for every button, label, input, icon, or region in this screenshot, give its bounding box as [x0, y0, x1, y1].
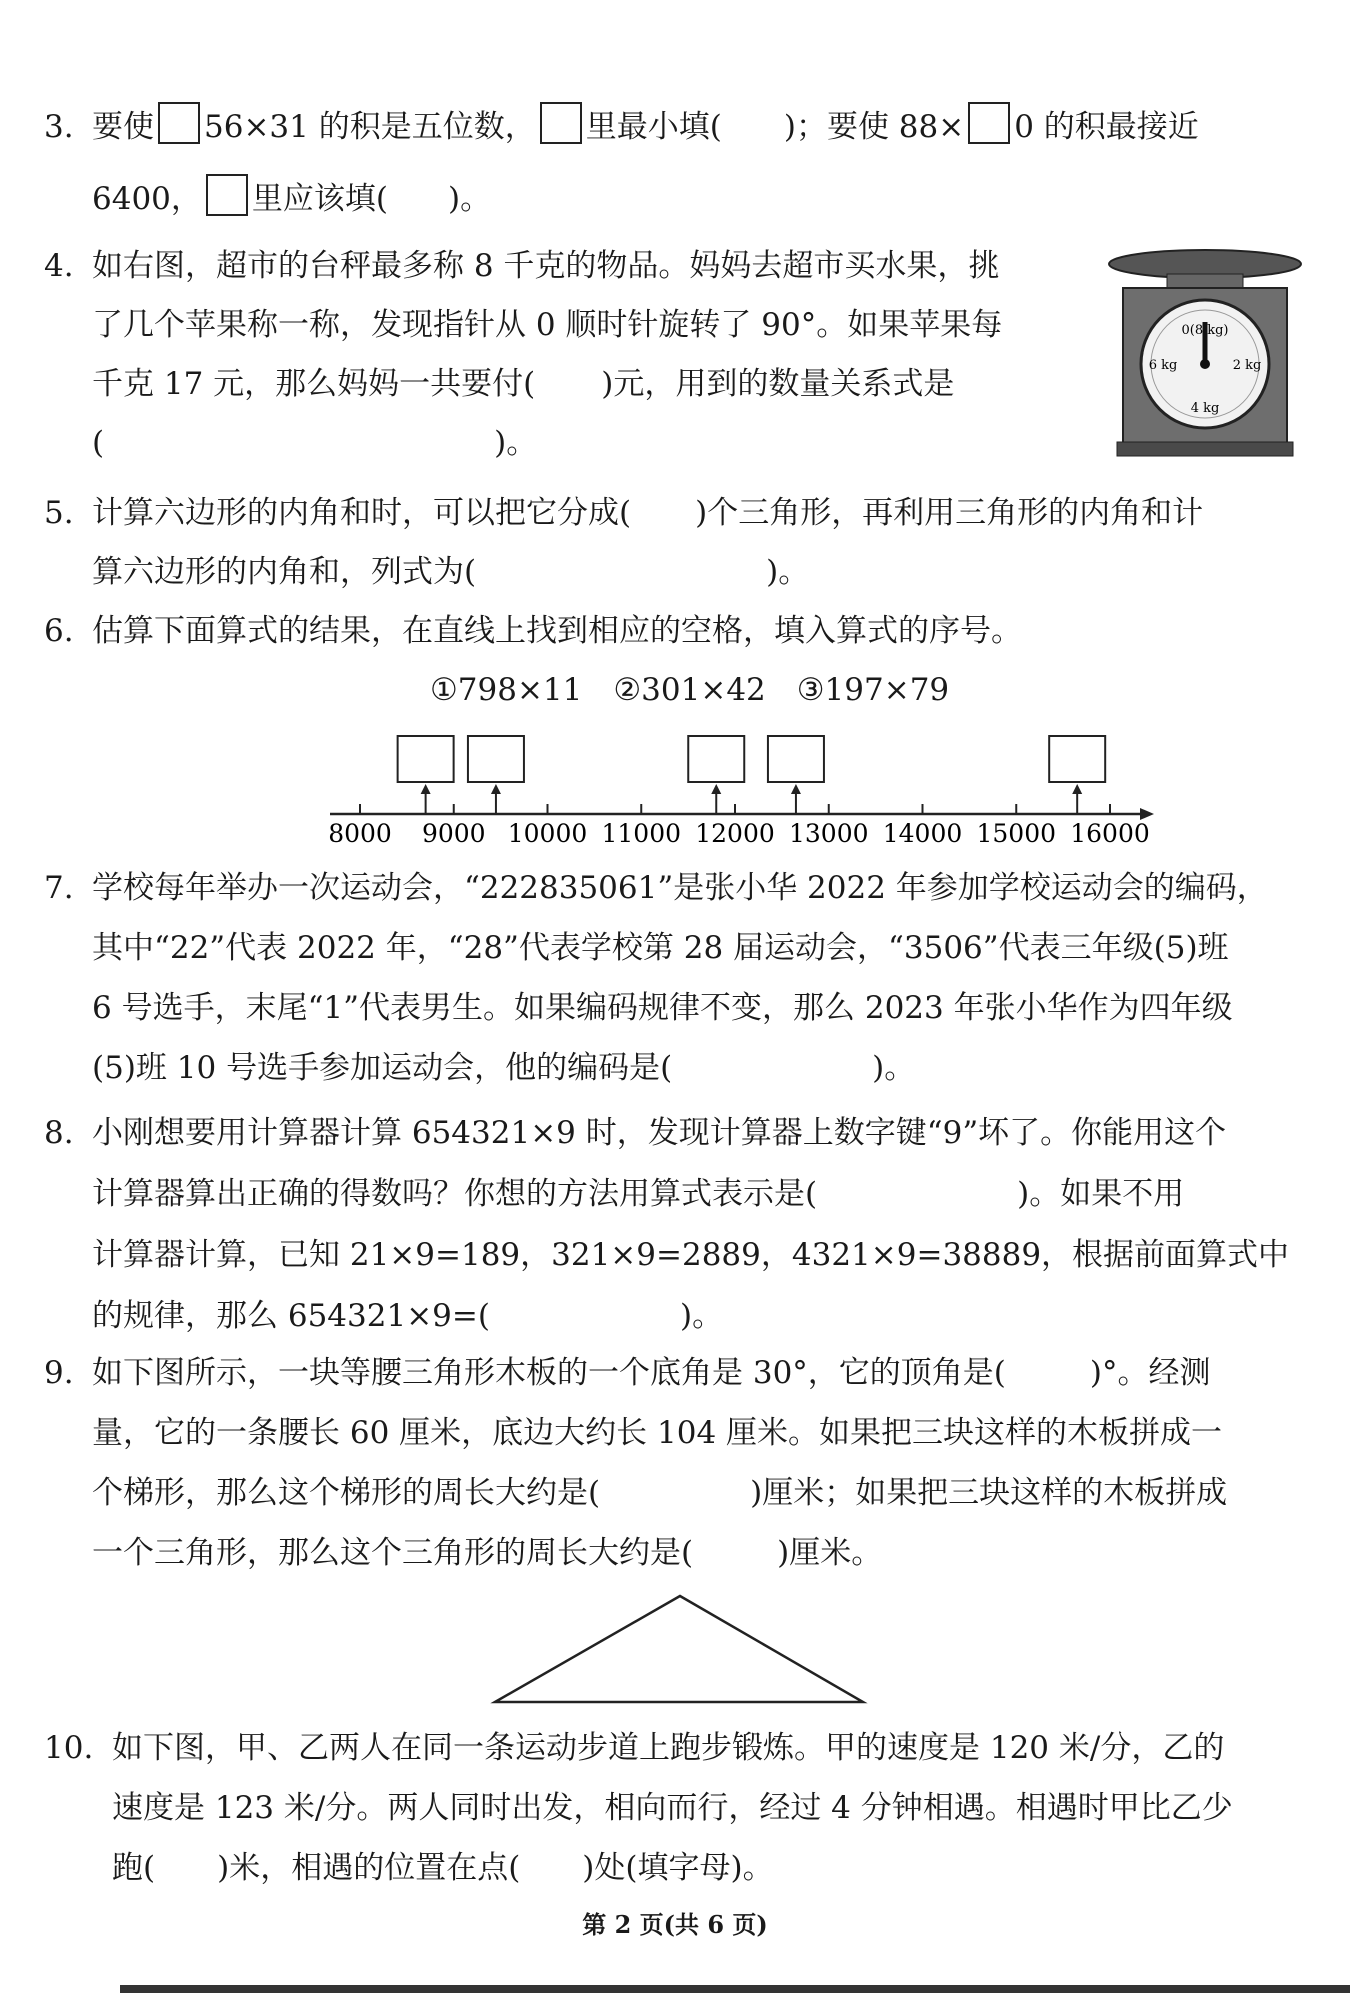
question-number: 6.	[44, 613, 74, 649]
number-line-answer-box[interactable]	[398, 736, 454, 782]
number-line-tick-label: 13000	[788, 819, 869, 848]
number-line-tick-label: 11000	[601, 819, 682, 848]
question-number: 7.	[44, 870, 74, 906]
question-number: 10.	[44, 1730, 94, 1766]
dial-label-left: 6 kg	[1148, 358, 1178, 373]
number-line-pointer-arrowhead	[421, 784, 431, 794]
answer-box[interactable]	[158, 102, 200, 144]
isosceles-triangle-diagram	[490, 1590, 870, 1710]
number-line-tick-label: 16000	[1070, 819, 1150, 848]
answer-box[interactable]	[540, 102, 582, 144]
scale-illustration	[1105, 242, 1305, 462]
question-number: 4.	[44, 248, 74, 284]
number-line-tick-label: 12000	[695, 819, 775, 848]
number-line-answer-box[interactable]	[468, 736, 524, 782]
dial-label-top: 0(8 kg)	[1181, 323, 1229, 338]
answer-box[interactable]	[206, 174, 248, 216]
question-number: 3.	[44, 109, 74, 145]
number-line-tick-label: 8000	[328, 819, 392, 848]
number-line	[320, 722, 1160, 852]
number-line-pointer-arrowhead	[791, 784, 801, 794]
number-line-answer-box[interactable]	[768, 736, 824, 782]
question-number: 9.	[44, 1355, 74, 1391]
number-line-tick-label: 14000	[882, 819, 963, 848]
number-line-tick-label: 15000	[976, 819, 1057, 848]
answer-box[interactable]	[968, 102, 1010, 144]
number-line-answer-box[interactable]	[1049, 736, 1105, 782]
page-edge-shadow	[120, 1985, 1350, 1993]
page-footer: 第 2 页(共 6 页)	[582, 1910, 768, 1939]
dial-label-right: 2 kg	[1232, 358, 1262, 373]
number-line-answer-box[interactable]	[688, 736, 744, 782]
number-line-pointer-arrowhead	[711, 784, 721, 794]
estimation-expressions: ①798×11 ②301×42 ③197×79	[430, 672, 950, 708]
number-line-pointer-arrowhead	[1072, 784, 1082, 794]
worksheet-page: 3. 要使 56×31 的积是五位数， 里最小填( )；要使 88× 0 的积最接近 6400， 里应该填( )。 4. 如右图，超市的台秤最多称 8 千克的物品。妈妈去超市买水果，挑 了几个苹果称一称，发现指针从 0 顺时针旋转了 90°。如果苹果每 千克 17 元，那么妈妈一共要付( )元，用到的数量关系式是 ( )。 0(8 kg) 6 kg 2 kg 4 kg 5. 计算六边形的内角和时，可以把它分成( )个三角形，再利用三角形的内角和计 算六边形的内角和，列式为( )。 6. 估算下面算式的结果，在直线上找到相应的空格，填入算式的序号。 ①798×11 ②301×42 ③197×79 8000 9000 10000 11000 12000 13000 14000 15000 16000 7. 学校每年举办一次运动会，“222835061”是张小华 2022 年参加学校运动会的编码， 其中“22”代表 2022 年，“28”代表学校第 28 届运动会，“3506”代表三年级(5)班 6 号选手，末尾“1”代表男生。如果编码规律不变，那么 2023 年张小华作为四年级 (5)班 10 号选手参加运动会，他的编码是( )。 8. 小刚想要用计算器计算 654321×9 时，发现计算器上数字键“9”坏了。你能用这个 计算器算出正确的得数吗？你想的方法用算式表示是( )。如果不用 计算器计算，已知 21×9=189，321×9=2889，4321×9=38889，根据前面算式中 的规律，那么 654321×9=( )。 9. 如下图所示，一块等腰三角形木板的一个底角是 30°，它的顶角是( )°。经测 量，它的一条腰长 60 厘米，底边大约长 104 厘米。如果把三块这样的木板拼成一 个梯形，那么这个梯形的周长大约是( )厘米；如果把三块这样的木板拼成 一个三角形，那么这个三角形的周长大约是( )厘米。 10. 如下图，甲、乙两人在同一条运动步道上跑步锻炼。甲的速度是 120 米/分，乙的 速度是 123 米/分。两人同时出发，相向而行，经过 4 分钟相遇。相遇时甲比乙少 跑( )米，相遇的位置在点( )处(填字母)。 第 2 页(共 6 页)	[0, 0, 1350, 2002]
number-line-pointer-arrowhead	[491, 784, 501, 794]
dial-label-bottom: 4 kg	[1190, 401, 1220, 416]
question-number: 8.	[44, 1115, 74, 1151]
number-line-tick-label: 10000	[507, 819, 588, 848]
question-number: 5.	[44, 495, 74, 531]
number-line-tick-label: 9000	[421, 819, 486, 848]
